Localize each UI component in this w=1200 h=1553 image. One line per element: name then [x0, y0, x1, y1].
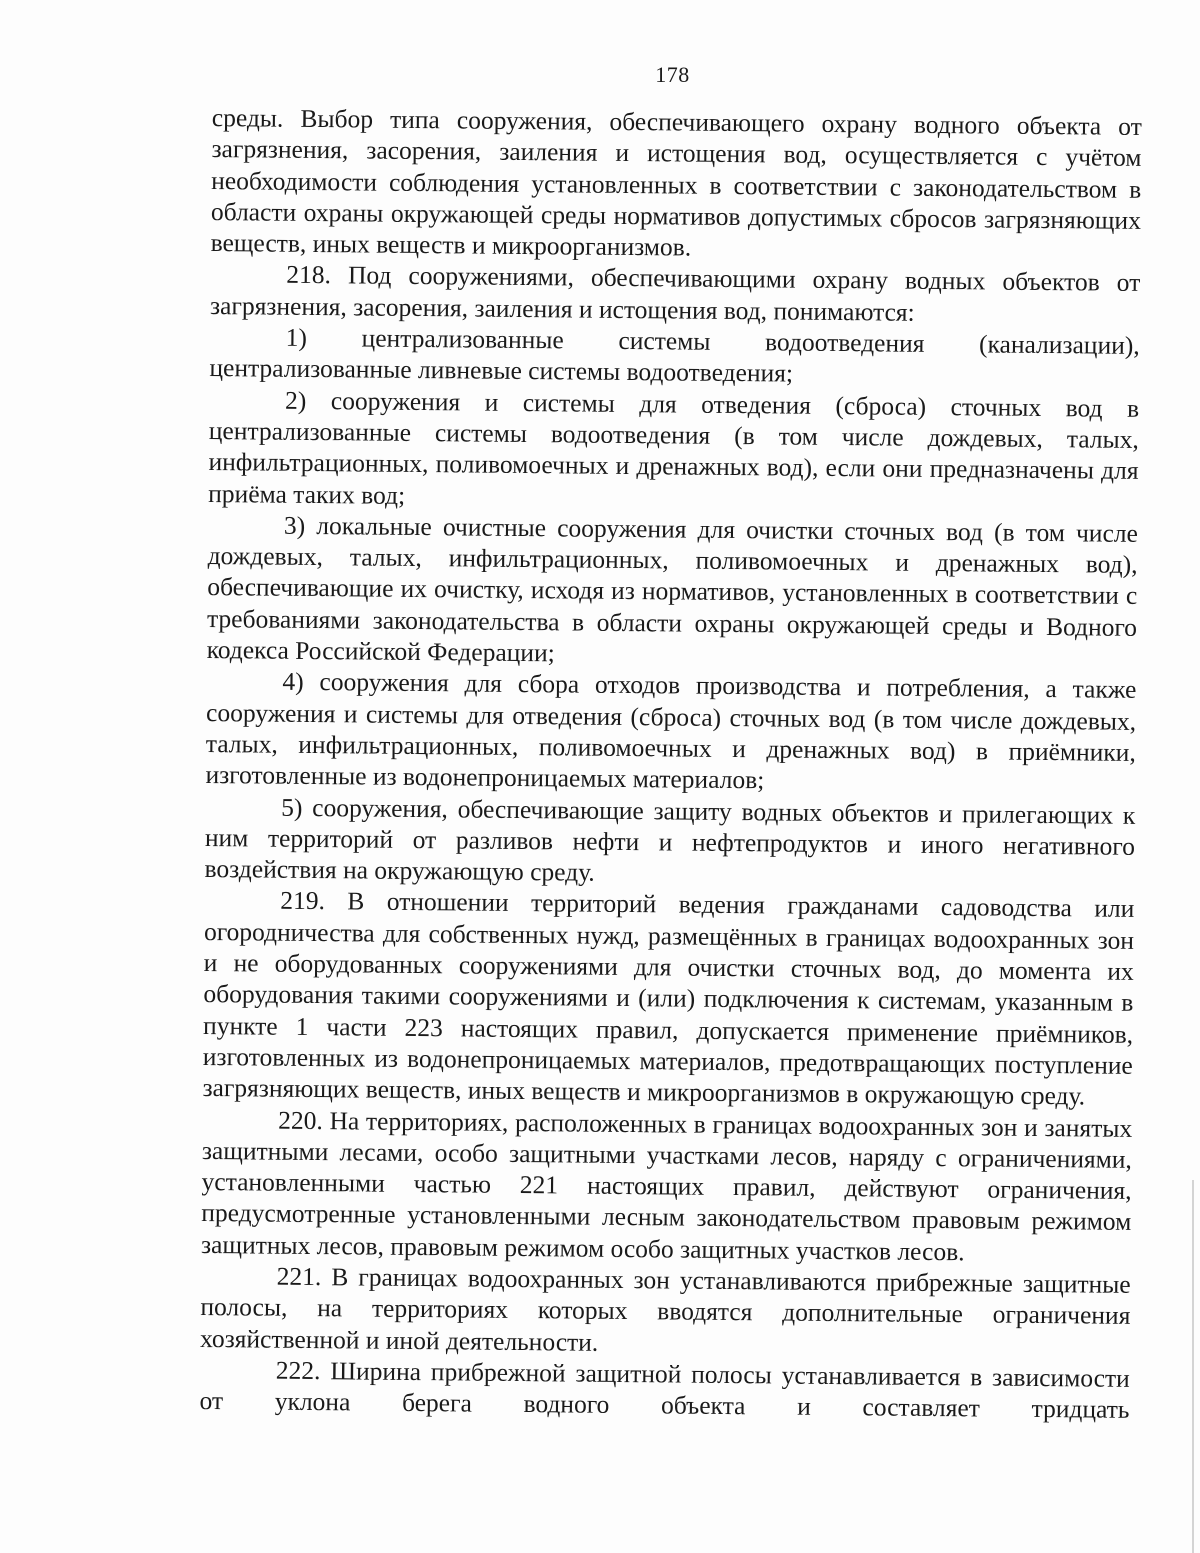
list-item-218-3: 3) локальные очистные сооружения для очистки сточных вод (в том числе дождевых, талых, инфильтрационных, поливомоечных и дренажных вод), обеспечивающие их очистку, исходя из нормативов, установленных в соответствии с требованиями законодательства в области охраны окружающей среды и Водного кодекса Российской Федерации; [206, 510, 1139, 668]
paragraph-continuation: среды. Выбор типа сооружения, обеспечивающего охрану водного объекта от загрязнения, засорения, заиления и истощения вод, осуществляется с учётом необходимости соблюдения установленных в соответствии с законодательством в области охраны окружающей среды нормативов допустимых сбросов загрязняющих веществ, иных веществ и микроорганизмов. [210, 102, 1142, 262]
list-item-218-4: 4) сооружения для сбора отходов производства и потребления, а также сооружения и системы для отведения (сброса) сточных вод (в том числе дождевых, талых, инфильтрационных, поливомоечных и дренажных вод) в приёмники, изготовленные из водонепроницаемых материалов; [205, 667, 1137, 795]
list-item-218-5: 5) сооружения, обеспечивающие защиту водных объектов и прилегающих к ним территорий от разливов нефти и нефтепродуктов и иного негативного воздействия на окружающую среду. [204, 792, 1136, 887]
paragraph-221: 221. В границах водоохранных зон устанавливаются прибрежные защитные полосы, на территориях которых вводятся дополнительные ограничения хозяйственной и иной деятельности. [199, 1261, 1131, 1357]
paragraph-220: 220. На территориях, расположенных в границах водоохранных зон и занятых защитными лесами, особо защитными участками лесов, наряду с ограничениями, установленными частью 221 настоящих правил, действуют ограничения, предусмотренные установленными лесным законодательством правовым режимом защитных лесов, правовым режимом особо защитных участков лесов. [200, 1105, 1133, 1266]
scan-edge-line [1192, 1180, 1194, 1553]
document-body [199, 102, 1142, 1425]
paragraph-218: 218. Под сооружениями, обеспечивающими охрану водных объектов от загрязнения, засорения, заиления и истощения вод, понимаются: [209, 260, 1141, 327]
list-item-218-1: 1) централизованные системы водоотведения (канализации), централизованные ливневые системы водоотведения; [209, 322, 1140, 388]
paragraph-219: 219. В отношении территорий ведения гражданами садоводства или огородничества для собственных нужд, размещённых в границах водоохранных зон и не оборудованных сооружениями для очистки сточных вод, до момента их оборудования такими сооружениями и (или) подключения к системам, указанным в пункте 1 части 223 настоящих правил, допускается применение приёмников, изготовленных из водонепроницаемых материалов, предотвращающих поступление загрязняющих веществ, иных веществ и микроорганизмов в окружающую среду. [202, 886, 1135, 1111]
paragraph-222: 222. Ширина прибрежной защитной полосы устанавливается в зависимости от уклона берега водного объекта и составляет тридцать [199, 1355, 1130, 1425]
list-item-218-2: 2) сооружения и системы для отведения (сброса) сточных вод в централизованные системы водоотведения (в том числе дождевых, талых, инфильтрационных, поливомоечных и дренажных вод), если они предназначены для приёма таких вод; [208, 385, 1140, 510]
page-number: 178 [655, 62, 690, 87]
